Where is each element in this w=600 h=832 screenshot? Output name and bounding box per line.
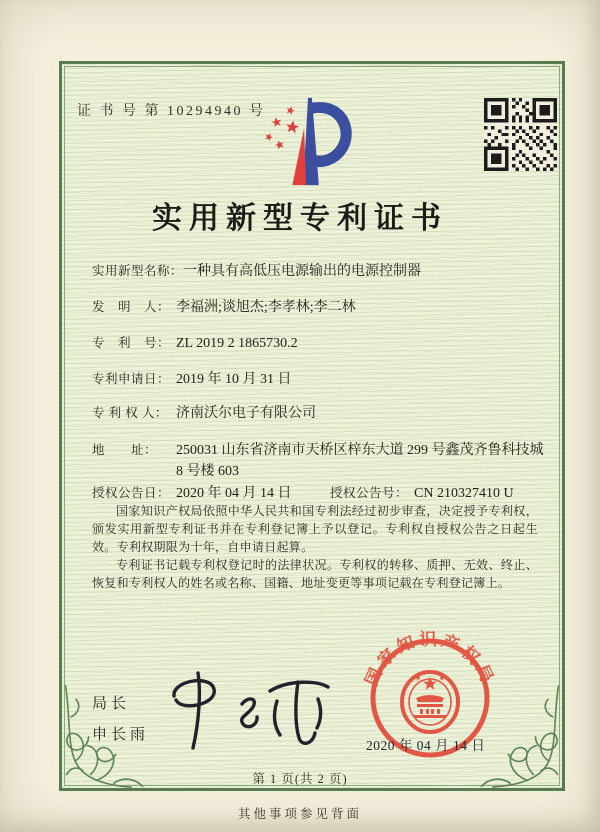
field-value: ZL 2019 2 1865730.2 (176, 336, 298, 351)
field-row-name (92, 261, 547, 282)
field-row-grant-no (330, 483, 514, 504)
field-label: 发 明 人： (92, 300, 171, 314)
field-label: 地 址： (92, 443, 158, 457)
page-number: 第 1 页(共 2 页) (252, 772, 348, 786)
field-label: 专 利 号： (92, 336, 171, 350)
field-value: 2019 年 10 月 31 日 (176, 372, 292, 387)
field-label: 授权公告日： (92, 486, 171, 500)
field-row-grant-date (92, 483, 292, 504)
field-label: 授权公告号： (330, 486, 409, 500)
signature-image (158, 668, 348, 758)
field-value: 济南沃尔电子有限公司 (176, 406, 316, 421)
certificate-number: 证 书 号 第 10294940 号 (77, 104, 266, 119)
commissioner-title: 局长 (92, 696, 131, 712)
field-row-filing-date (92, 369, 547, 390)
national-emblem-icon (402, 670, 458, 732)
field-label: 实用新型名称： (92, 264, 184, 278)
corner-flourish-left-icon (60, 684, 150, 790)
field-value: 李福洲;谈旭杰;李孝林;李二林 (176, 300, 356, 315)
cnipa-logo-icon (260, 93, 358, 191)
field-value: 一种具有高低压电源输出的电源控制器 (183, 264, 422, 279)
legal-paragraph-2: 专利证书记载专利权登记时的法律状况。专利权的转移、质押、无效、终止、恢复和专利权人的姓名或名称、国籍、地址变更等事项记载在专利登记簿上。 (92, 558, 538, 590)
commissioner-name: 申长雨 (92, 727, 150, 743)
legal-paragraph-1: 国家知识产权局依照中华人民共和国专利法经过初步审查，决定授予专利权，颁发实用新型专利证书并在专利登记簿上予以登记。专利权自授权公告之日起生效。专利权期限为十年，自申请日起算。 (92, 504, 538, 554)
field-value: CN 210327410 U (414, 486, 514, 501)
legal-text (92, 502, 538, 592)
field-row-patent-no (92, 333, 547, 354)
field-value: 250031 山东省济南市天桥区梓东大道 299 号鑫茂齐鲁科技城 8 号楼 603 (176, 443, 544, 479)
field-row-patentee (92, 403, 547, 424)
qr-code (484, 98, 557, 171)
seal-date: 2020 年 04 月 14 日 (366, 738, 486, 753)
certificate-title: 实用新型专利证书 (152, 202, 448, 235)
field-label: 专 利 权 人： (92, 406, 168, 420)
field-value: 2020 年 04 月 14 日 (176, 486, 292, 501)
field-row-inventors (92, 297, 547, 318)
field-label: 专利申请日： (92, 372, 171, 386)
seal-text: 国家知识产权局 (361, 630, 499, 689)
back-note: 其他事项参见背面 (237, 807, 362, 821)
field-row-address (92, 440, 547, 482)
